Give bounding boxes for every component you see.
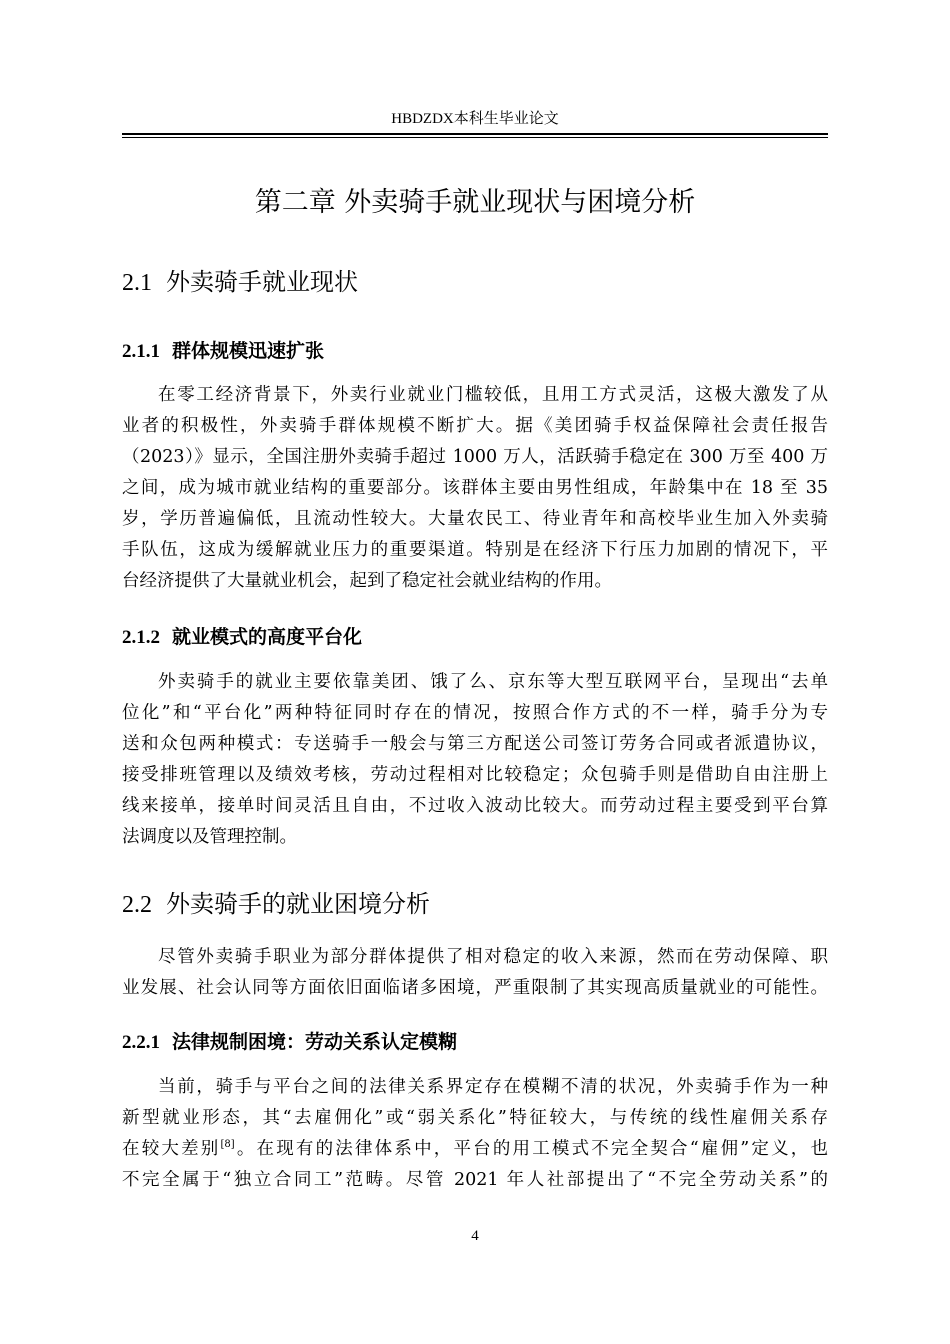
paragraph-2-2: [122, 942, 828, 1004]
citation-ref[interactable]: [8]: [220, 1139, 235, 1151]
text-span: 。在现有的法律体系中，平台的用工模式不完全契合“雇佣”定义，也: [234, 1139, 828, 1159]
text-line: 之间，成为城市就业结构的重要部分。该群体主要由男性组成，年龄集中在 18 至 35: [122, 478, 828, 498]
subsection-number: 2.1.2: [122, 627, 160, 648]
subsection-title: 法律规制困境：劳动关系认定模糊: [172, 1031, 458, 1053]
text-line: 业者的积极性，外卖骑手群体规模不断扩大。据《美团骑手权益保障社会责任报告: [122, 416, 828, 436]
text-line: 业发展、社会认同等方面依旧面临诸多困境，严重限制了其实现高质量就业的可能性。: [122, 978, 828, 998]
text-line: 当前，骑手与平台之间的法律关系界定存在模糊不清的状况，外卖骑手作为一种: [158, 1077, 828, 1097]
text-line: 接受排班管理以及绩效考核，劳动过程相对比较稳定；众包骑手则是借助自由注册上: [122, 765, 828, 785]
header-rule-thin: [122, 137, 828, 138]
paragraph-2-2-1: [122, 1072, 828, 1196]
text-span: 在较大差别: [122, 1139, 221, 1159]
text-line: 台经济提供了大量就业机会，起到了稳定社会就业结构的作用。: [122, 571, 612, 591]
section-heading-2-2: [122, 884, 430, 919]
header-rule-thick: [122, 133, 828, 135]
page-number: 4: [471, 1228, 479, 1244]
section-title: 外卖骑手的就业困境分析: [166, 890, 430, 918]
running-header: HBDZDX本科生毕业论文: [391, 111, 559, 127]
text-line: 送和众包两种模式：专送骑手一般会与第三方配送公司签订劳务合同或者派遣协议，: [122, 734, 828, 754]
text-line: 手队伍，这成为缓解就业压力的重要渠道。特别是在经济下行压力加剧的情况下，平: [122, 540, 828, 560]
paragraph-2-1-1: [122, 380, 828, 597]
section-number: 2.1: [122, 270, 152, 296]
text-line: 不完全属于“独立合同工”范畴。尽管 2021 年人社部提出了“不完全劳动关系”的: [122, 1170, 828, 1190]
subsection-number: 2.1.1: [122, 341, 160, 362]
text-line: 在零工经济背景下，外卖行业就业门槛较低，且用工方式灵活，这极大激发了从: [158, 385, 828, 405]
text-line: 新型就业形态，其“去雇佣化”或“弱关系化”特征较大，与传统的线性雇佣关系存: [122, 1108, 828, 1128]
text-line-with-citation: [122, 1134, 828, 1165]
text-line: 线来接单，接单时间灵活且自由，不过收入波动比较大。而劳动过程主要受到平台算: [122, 796, 828, 816]
chapter-title: 第二章 外卖骑手就业现状与困境分析: [254, 187, 696, 218]
subsection-title: 就业模式的高度平台化: [172, 626, 363, 648]
subsection-heading-2-1-2: [122, 622, 362, 649]
text-line: 岁，学历普遍偏低，且流动性较大。大量农民工、待业青年和高校毕业生加入外卖骑: [122, 509, 828, 529]
subsection-heading-2-2-1: [122, 1027, 457, 1054]
section-number: 2.2: [122, 892, 152, 918]
text-line: 尽管外卖骑手职业为部分群体提供了相对稳定的收入来源，然而在劳动保障、职: [158, 947, 828, 967]
subsection-title: 群体规模迅速扩张: [172, 340, 325, 362]
text-line: 外卖骑手的就业主要依靠美团、饿了么、京东等大型互联网平台，呈现出“去单: [158, 672, 828, 692]
text-line: 法调度以及管理控制。: [122, 827, 297, 847]
subsection-heading-2-1-1: [122, 336, 324, 363]
text-line: （2023）》显示，全国注册外卖骑手超过 1000 万人，活跃骑手稳定在 300 万至 400 万: [122, 447, 828, 467]
subsection-number: 2.2.1: [122, 1032, 160, 1053]
paragraph-2-1-2: [122, 667, 828, 853]
section-heading-2-1: [122, 262, 358, 297]
text-line: 位化”和“平台化”两种特征同时存在的情况，按照合作方式的不一样，骑手分为专: [122, 703, 828, 723]
section-title: 外卖骑手就业现状: [166, 268, 358, 296]
